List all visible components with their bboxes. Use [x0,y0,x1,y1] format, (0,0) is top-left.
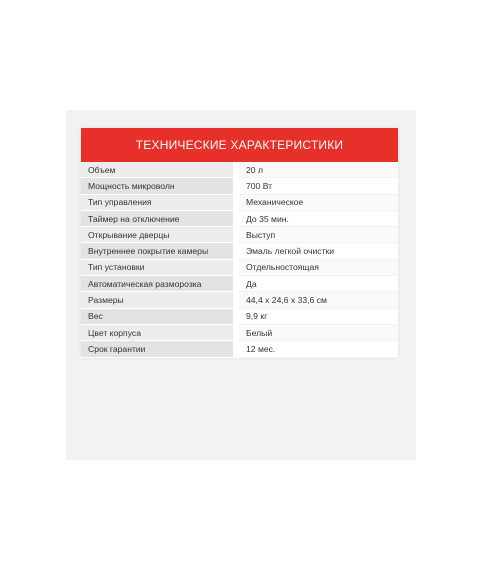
spec-table-title: ТЕХНИЧЕСКИЕ ХАРАКТЕРИСТИКИ [135,138,344,152]
spec-row [81,211,398,227]
spec-row [81,260,398,276]
spec-row [81,325,398,341]
spec-label: Внутреннее покрытие камеры [81,243,233,259]
spec-row [81,292,398,308]
spec-value: 12 мес. [239,341,398,357]
spec-rows [81,162,398,358]
spec-card [66,110,416,460]
spec-value: До 35 мин. [239,211,398,227]
spec-value: 44,4 х 24,6 х 33,6 см [239,292,398,308]
spec-table-header [81,128,398,162]
spec-row [81,309,398,325]
spec-label: Срок гарантии [81,341,233,357]
spec-value: Белый [239,325,398,341]
spec-value: Выступ [239,227,398,243]
spec-value: 700 Вт [239,178,398,194]
spec-row [81,178,398,194]
spec-label: Таймер на отключение [81,211,233,227]
spec-label: Вес [81,309,233,325]
spec-label: Автоматическая разморозка [81,276,233,292]
spec-row [81,195,398,211]
spec-label: Мощность микроволн [81,178,233,194]
spec-label: Цвет корпуса [81,325,233,341]
spec-row [81,162,398,178]
spec-value: Механическое [239,195,398,211]
spec-row [81,341,398,357]
spec-value: Эмаль легкой очистки [239,243,398,259]
spec-row [81,276,398,292]
spec-value: 9,9 кг [239,309,398,325]
spec-label: Тип управления [81,195,233,211]
spec-table [81,128,398,358]
spec-label: Размеры [81,292,233,308]
spec-label: Открывание дверцы [81,227,233,243]
spec-value: Да [239,276,398,292]
spec-label: Объем [81,162,233,178]
spec-row [81,243,398,259]
spec-label: Тип установки [81,260,233,276]
spec-value: 20 л [239,162,398,178]
spec-value: Отдельностоящая [239,260,398,276]
spec-row [81,227,398,243]
